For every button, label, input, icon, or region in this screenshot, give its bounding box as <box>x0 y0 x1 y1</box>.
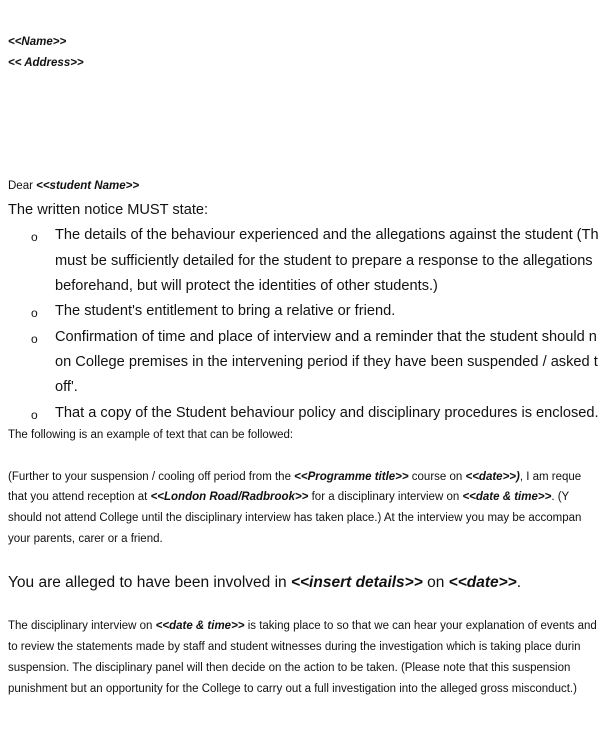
date-placeholder: <<date>> <box>448 574 517 591</box>
bullet-marker: o <box>31 230 38 244</box>
alleged-text: You are alleged to have been involved in <box>8 574 291 591</box>
para2-line-2: to review the statements made by staff and student witnesses during the investigation which is taking place durin <box>8 641 581 653</box>
para1-line-3: should not attend College until the disciplinary interview has taken place.) At the interview you may be accompan <box>8 512 582 524</box>
alleged-line <box>8 574 521 592</box>
bullet-3-line-1: Confirmation of time and place of interview and a reminder that the student should n <box>55 329 597 345</box>
para2-line-1 <box>8 620 597 632</box>
insert-details-placeholder: <<insert details>> <box>290 574 423 591</box>
bullet-4-line-1: That a copy of the Student behaviour policy and disciplinary procedures is enclosed. <box>55 405 599 421</box>
para1-line-4: your parents, carer or a friend. <box>8 533 163 545</box>
salutation <box>8 180 139 192</box>
bullet-marker: o <box>31 408 38 422</box>
bullet-3-line-3: off'. <box>55 379 78 395</box>
para1-text: that you attend reception at <box>8 491 151 503</box>
para1-text: , I am reque <box>519 471 582 483</box>
alleged-text: on <box>422 574 449 591</box>
bullet-1-line-1: The details of the behaviour experienced and the allegations against the student (Th <box>55 227 599 243</box>
bullet-3-line-2: on College premises in the intervening period if they have been suspended / asked t <box>55 354 598 370</box>
para2-line-4: punishment but an opportunity for the College to carry out a full investigation into the alleged gross misconduct.) <box>8 683 577 695</box>
bullet-2-line-1: The student's entitlement to bring a relative or friend. <box>55 303 396 319</box>
bullet-1-line-2: must be sufficiently detailed for the student to prepare a response to the allegations <box>55 253 593 269</box>
para1-line-2 <box>8 491 569 503</box>
example-intro: The following is an example of text that can be followed: <box>8 429 294 441</box>
alleged-text: . <box>516 574 522 591</box>
para1-text: for a disciplinary interview on <box>308 491 463 503</box>
notice-intro: The written notice MUST state: <box>8 202 209 218</box>
name-placeholder: <<Name>> <box>8 36 67 48</box>
date-time-placeholder: <<date & time>> <box>155 620 245 632</box>
para2-text: The disciplinary interview on <box>8 620 156 632</box>
student-name-placeholder: <<student Name>> <box>36 180 140 192</box>
para2-line-3: suspension. The disciplinary panel will then decide on the action to be taken. (Please note that this suspension <box>8 662 571 674</box>
para1-line-1 <box>8 471 581 483</box>
address-placeholder: << Address>> <box>8 57 84 69</box>
dear-text: Dear <box>8 180 37 192</box>
location-placeholder: <<London Road/Radbrook>> <box>150 491 309 503</box>
date-placeholder: <<date>>) <box>465 471 520 483</box>
date-time-placeholder: <<date & time>> <box>462 491 552 503</box>
bullet-1-line-3: beforehand, but will protect the identities of other students.) <box>55 278 438 294</box>
para1-text: . (Y <box>551 491 570 503</box>
para1-text: course on <box>408 471 466 483</box>
bullet-marker: o <box>31 306 38 320</box>
para1-text: (Further to your suspension / cooling off period from the <box>8 471 295 483</box>
bullet-marker: o <box>31 332 38 346</box>
programme-title-placeholder: <<Programme title>> <box>294 471 409 483</box>
para2-text: is taking place to so that we can hear your explanation of events and <box>244 620 597 632</box>
